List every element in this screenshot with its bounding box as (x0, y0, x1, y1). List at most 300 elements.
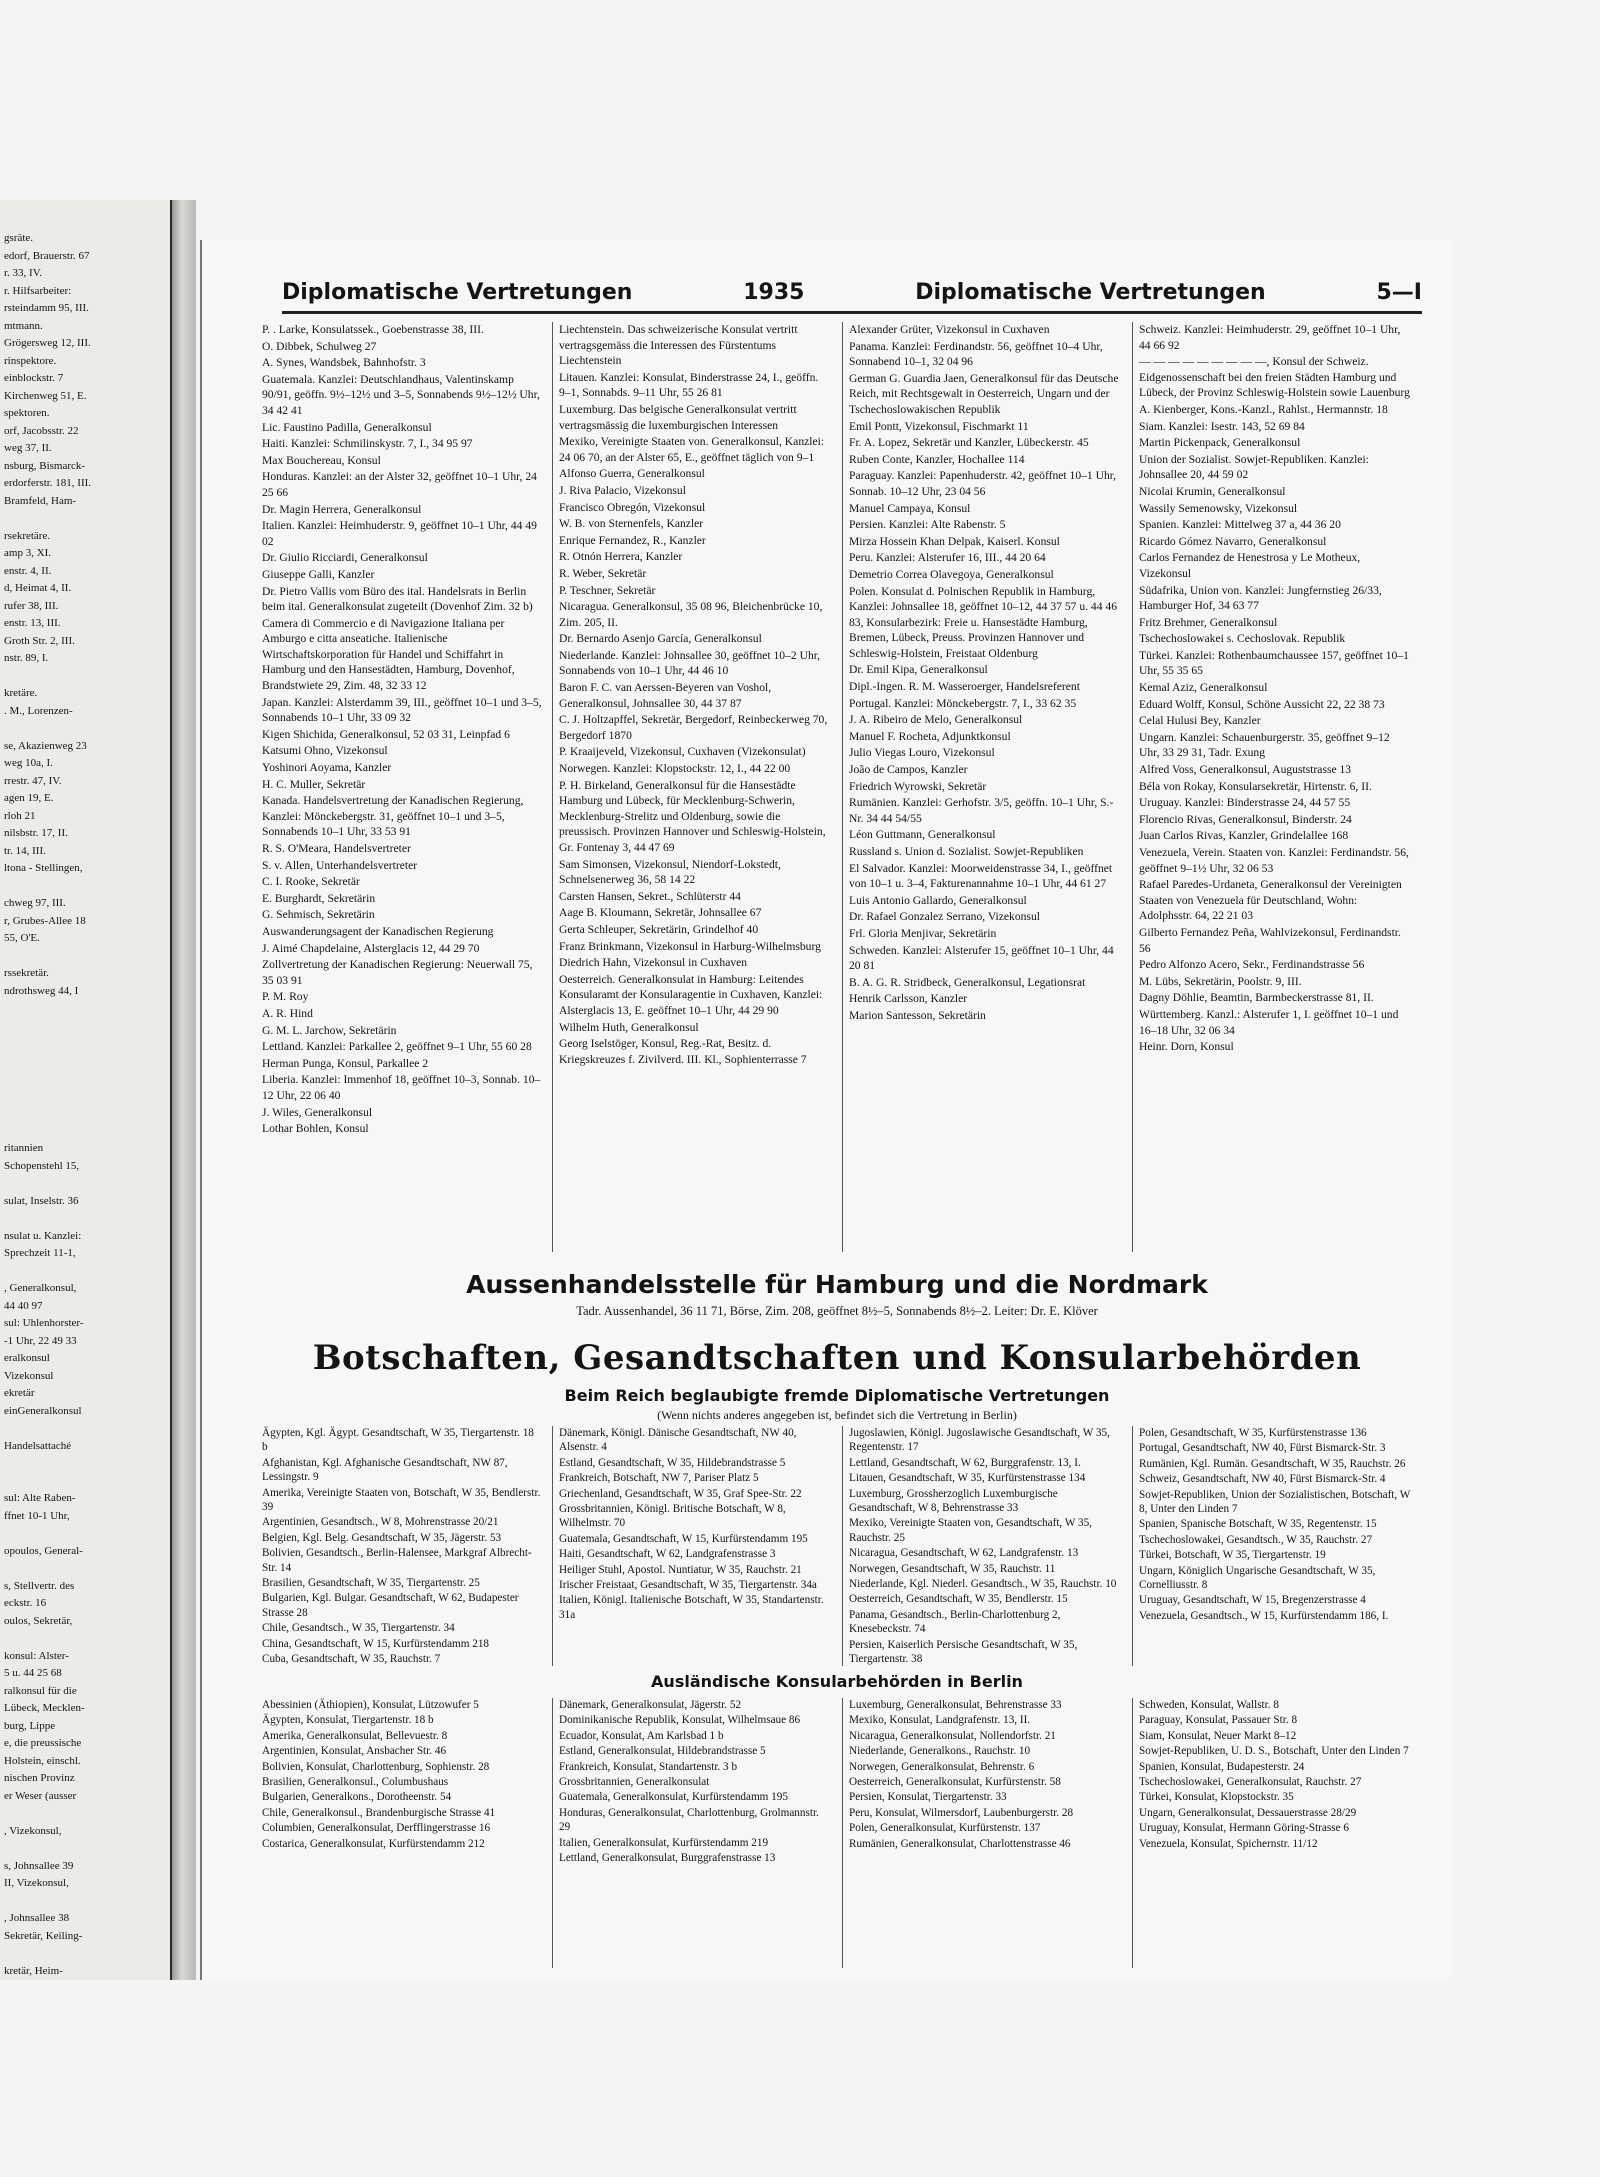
directory-entry: Venezuela, Gesandtsch., W 15, Kurfürstendamm 186, I. (1139, 1609, 1389, 1622)
left-page-line (4, 1053, 166, 1071)
directory-entry: Carsten Hansen, Sekret., Schlüterstr 44 (559, 889, 741, 903)
directory-entry: Lettland, Generalkonsulat, Burggrafenstrasse 13 (559, 1852, 776, 1865)
directory-entry: Dr. Emil Kipa, Generalkonsul (849, 663, 988, 677)
left-page-line (4, 948, 166, 966)
directory-entry: Carlos Fernandez de Henestrosa y Le Motheux, Vizekonsul (1139, 551, 1361, 580)
directory-entry: Niederlande, Generalkons., Rauchstr. 10 (849, 1745, 1031, 1758)
left-page-line: chweg 97, III. (4, 897, 66, 909)
directory-entry: Oesterreich, Gesandtschaft, W 35, Bendlerstr. 15 (849, 1593, 1068, 1606)
directory-entry: Aage B. Kloumann, Sekretär, Johnsallee 67 (559, 906, 762, 920)
directory-entry: Columbien, Generalkonsulat, Derfflingerstrasse 16 (262, 1822, 491, 1835)
left-page-line: agen 19, E. (4, 792, 54, 804)
consulate-column (552, 322, 832, 1252)
directory-entry: Zollvertretung der Kanadischen Regierung: Neuerwall 75, 35 03 91 (262, 958, 533, 987)
directory-entry: Persien, Kaiserlich Persische Gesandtschaft, W 35, Tiergartenstr. 38 (849, 1638, 1078, 1666)
directory-entry: Martin Pickenpack, Generalkonsul (1139, 436, 1301, 450)
directory-entry: Belgien, Kgl. Belg. Gesandtschaft, W 35, Jägerstr. 53 (262, 1531, 502, 1544)
directory-entry: A. Synes, Wandsbek, Bahnhofstr. 3 (262, 356, 426, 370)
directory-entry: Mirza Hossein Khan Delpak, Kaiserl. Konsul (849, 534, 1060, 548)
running-head-year: 1935 (743, 280, 805, 305)
directory-entry: C. J. Holtzapffel, Sekretär, Bergedorf, Reinbeckerweg 70, Bergedorf 1870 (559, 713, 828, 742)
directory-entry: Manuel Campaya, Konsul (849, 501, 971, 515)
directory-entry: Marion Santesson, Sekretärin (849, 1008, 986, 1022)
directory-entry: Dänemark, Königl. Dänische Gesandtschaft, NW 40, Alsenstr. 4 (559, 1427, 797, 1454)
left-page-line: -1 Uhr, 22 49 33 (4, 1334, 77, 1347)
directory-entry: Ägypten, Konsulat, Tiergartenstr. 18 b (262, 1714, 434, 1727)
directory-entry: Haiti, Gesandtschaft, W 62, Landgrafenstrasse 3 (559, 1548, 776, 1561)
directory-entry: Baron F. C. van Aerssen-Beyeren van Voshol, Generalkonsul, Johnsallee 30, 44 37 87 (559, 681, 772, 710)
directory-entry: O. Dibbek, Schulweg 27 (262, 339, 377, 353)
directory-entry: Norwegen, Generalkonsulat, Behrenstr. 6 (849, 1760, 1035, 1773)
directory-entry: Giuseppe Galli, Kanzler (262, 567, 375, 581)
left-page-line: II, Vizekonsul, (4, 1877, 69, 1889)
directory-entry: Mexiko, Vereinigte Staaten von, Gesandtschaft, W 35, Rauchstr. 25 (849, 1517, 1092, 1544)
directory-entry: Türkei. Kanzlei: Rothenbaumchaussee 157, geöffnet 10–1 Uhr, 55 35 65 (1139, 648, 1409, 678)
left-page-line: rssekretär. (4, 967, 49, 979)
directory-entry: P. M. Roy (262, 990, 309, 1004)
directory-entry: Polen, Generalkonsulat, Kurfürstenstr. 137 (849, 1822, 1041, 1835)
running-head-right: Diplomatische Vertretungen (915, 280, 1266, 305)
left-page-line: er Weser (ausser (4, 1789, 77, 1802)
directory-entry: R. Weber, Sekretär (559, 566, 647, 580)
directory-entry: Württemberg. Kanzl.: Alsterufer 1, I. geöffnet 10–1 und 16–18 Uhr, 32 06 34 (1139, 1007, 1399, 1037)
left-page-line: einblockstr. 7 (4, 372, 64, 384)
left-page-line (4, 1105, 166, 1123)
left-page-line: Holstein, einschl. (4, 1754, 81, 1767)
directory-entry: Guatemala, Gesandtschaft, W 15, Kurfürstendamm 195 (559, 1532, 808, 1545)
directory-entry: Türkei, Botschaft, W 35, Tiergartenstr. 19 (1139, 1549, 1326, 1562)
directory-entry: Grossbritannien, Generalkonsulat (559, 1776, 710, 1789)
left-page-line: se, Akazienweg 23 (4, 739, 87, 752)
directory-entry: — — — — — — — — —, Konsul der Schweiz. Eidgenossenschaft bei den freien Städten Hamburg und Lübeck, der Provinz Schleswig-Holstein sowie Lauenburg (1139, 355, 1410, 400)
directory-entry: Argentinien, Konsulat, Ansbacher Str. 46 (262, 1745, 447, 1758)
directory-entry: Sowjet-Republiken, Union der Sozialistischen, Botschaft, W 8, Unter den Linden 7 (1139, 1488, 1411, 1516)
directory-entry: Gerta Schleuper, Sekretärin, Grindelhof 40 (559, 922, 759, 936)
consulate-column (1132, 322, 1412, 1252)
directory-entry: Georg Iselstöger, Konsul, Reg.-Rat, Besitz. d. Kriegskreuzes f. Zivilverd. III. Kl., Sophienterrasse 7 (559, 1037, 807, 1066)
directory-entry: Dr. Giulio Ricciardi, Generalkonsul (262, 551, 428, 565)
directory-entry: Ricardo Gómez Navarro, Generalkonsul (1139, 534, 1327, 548)
left-page-line: Lübeck, Mecklen- (4, 1702, 85, 1714)
embassies-section (262, 1426, 1412, 1666)
aussenhandel-details: Tadr. Aussenhandel, 36 11 71, Börse, Zim. 208, geöffnet 8½–5, Sonnabends 8½–2. Leiter: Dr. E. Klöver (576, 1304, 1098, 1318)
directory-entry: Brasilien, Generalkonsul., Columbushaus (262, 1776, 449, 1789)
directory-entry: Nicaragua. Generalkonsul, 35 08 96, Bleichenbrücke 10, Zim. 205, II. (559, 600, 823, 629)
left-page-line: rinspektore. (4, 354, 57, 367)
left-page-line: weg 37, II. (4, 442, 52, 454)
directory-entry: Ecuador, Konsulat, Am Karlsbad 1 b (559, 1729, 724, 1742)
directory-entry: Kemal Aziz, Generalkonsul (1139, 681, 1268, 695)
left-page-text (0, 200, 170, 1980)
left-page-line: 55, O'E. (4, 932, 40, 944)
left-page-line: ekretär (4, 1387, 35, 1399)
left-page-line: erdorferstr. 181, III. (4, 477, 92, 489)
directory-entry: Demetrio Correa Olavegoya, Generalkonsul (849, 567, 1054, 581)
directory-entry: P. . Larke, Konsulatssek., Goebenstrasse 38, III. (262, 323, 484, 336)
left-page-line: weg 10a, I. (4, 757, 53, 769)
left-page-line: kretär, Heim- (4, 1964, 63, 1977)
left-page-line: spektoren. (4, 407, 50, 419)
directory-entry: Persien, Konsulat, Tiergartenstr. 33 (849, 1791, 1007, 1804)
berlin-consulates-section (262, 1698, 1412, 1968)
directory-entry: Dänemark, Generalkonsulat, Jägerstr. 52 (559, 1699, 742, 1711)
directory-entry: Frl. Gloria Menjivar, Sekretärin (849, 926, 997, 940)
embassy-column (262, 1426, 542, 1666)
directory-entry: Pedro Alfonzo Acero, Sekr., Ferdinandstrasse 56 (1139, 958, 1365, 972)
directory-entry: Auswanderungsagent der Kanadischen Regierung (262, 924, 494, 938)
directory-entry: Spanien. Kanzlei: Mittelweg 37 a, 44 36 20 (1139, 518, 1341, 532)
left-page-line (4, 1035, 166, 1053)
left-page-line: opoulos, General- (4, 1544, 83, 1557)
directory-entry: P. H. Birkeland, Generalkonsul für die Hansestädte Hamburg und Lübeck, für Mecklenburg-Schwerin, Mecklenburg-Strelitz und Oldenburg, sowie die preussisch. Provinzen Hannover und Schleswig-Holstein, Gr. Fontenay 3, 44 47 69 (559, 778, 826, 854)
berlin-consulate-column (842, 1698, 1122, 1968)
left-page-line: kretäre. (4, 687, 38, 699)
page-number: 5—I (1376, 280, 1422, 305)
aussenhandel-title: Aussenhandelsstelle für Hamburg und die Nordmark (466, 1270, 1208, 1299)
left-page-line: Groth Str. 2, III. (4, 634, 75, 647)
left-page-line: . M., Lorenzen- (4, 704, 73, 717)
directory-entry: Argentinien, Gesandtsch., W 8, Mohrenstrasse 20/21 (262, 1516, 499, 1529)
directory-entry: Spanien, Konsulat, Budapesterstr. 24 (1139, 1760, 1305, 1773)
directory-entry: W. B. von Sternenfels, Kanzler (559, 517, 704, 531)
directory-entry: Luxemburg, Grossherzoglich Luxemburgische Gesandtschaft, W 8, Behrenstrasse 33 (849, 1487, 1058, 1515)
directory-entry: Russland s. Union d. Sozialist. Sowjet-Republiken (849, 845, 1084, 858)
left-page-line: sulat, Inselstr. 36 (4, 1194, 79, 1207)
directory-entry: Dr. Magin Herrera, Generalkonsul (262, 502, 422, 516)
directory-entry: Luxemburg, Generalkonsulat, Behrenstrasse 33 (849, 1699, 1062, 1711)
left-page-line: , Vizekonsul, (4, 1824, 62, 1837)
directory-entry: Bulgarien, Generalkons., Dorotheenstr. 54 (262, 1791, 452, 1804)
directory-entry: Tschechoslowakei, Gesandtsch., W 35, Rauchstr. 27 (1139, 1533, 1373, 1546)
left-page-line: enstr. 13, III. (4, 617, 61, 629)
embassy-column (552, 1426, 832, 1666)
directory-entry: Alfred Voss, Generalkonsul, Auguststrasse 13 (1139, 763, 1352, 777)
directory-entry: China, Gesandtschaft, W 15, Kurfürstendamm 218 (262, 1637, 490, 1650)
left-page-line (4, 1805, 166, 1823)
left-page-line: rloh 21 (4, 809, 36, 822)
left-page-line: ndrothsweg 44, I (4, 984, 79, 997)
directory-entry: Celal Hulusi Bey, Kanzler (1139, 714, 1261, 728)
directory-entry: Lic. Faustino Padilla, Generalkonsul (262, 420, 432, 434)
directory-entry: Oesterreich, Generalkonsulat, Kurfürstenstr. 58 (849, 1776, 1061, 1789)
directory-entry: Japan. Kanzlei: Alsterdamm 39, III., geöffnet 10–1 und 3–5, Sonnabends 10–1 Uhr, 33 09 32 (262, 695, 542, 725)
directory-entry: Honduras, Generalkonsulat, Charlottenburg, Grolmannstr. 29 (559, 1806, 819, 1834)
section-note: (Wenn nichts anderes angegeben ist, befindet sich die Vertretung in Berlin) (657, 1408, 1017, 1422)
directory-entry: B. A. G. R. Stridbeck, Generalkonsul, Legationsrat (849, 975, 1086, 989)
left-page-line: , Johnsallee 38 (4, 1912, 70, 1924)
left-page-line: konsul: Alster- (4, 1649, 69, 1662)
left-page-line: gsräte. (4, 232, 34, 244)
left-page-line: enstr. 4, II. (4, 564, 52, 577)
left-page-line: s, Johnsallee 39 (4, 1859, 74, 1872)
left-page-line: rufer 38, III. (4, 599, 59, 612)
directory-entry: Julio Viegas Louro, Vizekonsul (849, 746, 995, 760)
left-page-line: 44 40 97 (4, 1299, 43, 1312)
left-page-line (4, 1175, 166, 1193)
directory-entry: G. Sehmisch, Sekretärin (262, 908, 375, 922)
directory-entry: Chile, Generalkonsul., Brandenburgische Strasse 41 (262, 1806, 496, 1819)
left-page-line: nstr. 89, I. (4, 652, 49, 664)
directory-entry: Paraguay. Kanzlei: Papenhuderstr. 42, geöffnet 10–1 Uhr, Sonnab. 10–12 Uhr, 23 04 56 (849, 469, 1117, 498)
left-page-line: , Generalkonsul, (4, 1282, 77, 1294)
directory-entry: Rafael Paredes-Urdaneta, Generalkonsul der Vereinigten Staaten von Venezuela für Deutschland, Wohn: Adolphsstr. 64, 22 21 03 (1139, 878, 1402, 923)
consulate-column (262, 322, 542, 1252)
running-head-left: Diplomatische Vertretungen (282, 280, 633, 305)
directory-entry: Wilhelm Huth, Generalkonsul (559, 1020, 699, 1034)
directory-entry: Rumänien, Generalkonsulat, Charlottenstrasse 46 (849, 1837, 1071, 1850)
left-page-line: 5 u. 44 25 68 (4, 1667, 62, 1679)
directory-entry: Irischer Freistaat, Gesandtschaft, W 35, Tiergartenstr. 34a (559, 1579, 817, 1592)
directory-entry: Herman Punga, Konsul, Parkallee 2 (262, 1056, 429, 1070)
directory-entry: Guatemala. Kanzlei: Deutschlandhaus, Valentinskamp 90/91, geöffn. 9½–12½ und 3–5, Sonnabends 9½–12½ Uhr, 34 42 41 (262, 372, 540, 417)
left-page-line: nsulat u. Kanzlei: (4, 1229, 82, 1242)
left-page-line: d, Heimat 4, II. (4, 582, 72, 594)
directory-entry: Costarica, Generalkonsulat, Kurfürstendamm 212 (262, 1837, 485, 1850)
directory-entry: Dr. Rafael Gonzalez Serrano, Vizekonsul (849, 910, 1040, 924)
left-page-line (4, 1945, 166, 1963)
left-page-line: orf, Jacobsstr. 22 (4, 424, 79, 437)
directory-entry: Estland, Gesandtschaft, W 35, Hildebrandstrasse 5 (559, 1456, 786, 1469)
directory-entry: Uruguay, Konsulat, Hermann Göring-Strasse 6 (1139, 1822, 1349, 1835)
directory-entry: C. I. Rooke, Sekretär (262, 875, 360, 889)
directory-entry: R. S. O'Meara, Handelsvertreter (262, 842, 411, 855)
left-page-line (4, 1630, 166, 1648)
directory-entry: Griechenland, Gesandtschaft, W 35, Graf Spee-Str. 22 (559, 1487, 802, 1500)
left-page-line: rsekretäre. (4, 529, 51, 542)
directory-entry: Sam Simonsen, Vizekonsul, Niendorf-Lokstedt, Schnelsenerweg 36, 58 14 22 (559, 857, 781, 887)
left-page-line: ralkonsul für die (4, 1684, 77, 1697)
directory-entry: Katsumi Ohno, Vizekonsul (262, 744, 388, 758)
directory-entry: Grossbritannien, Königl. Britische Botschaft, W 8, Wilhelmstr. 70 (559, 1503, 786, 1530)
directory-entry: Tschechoslowakei, Generalkonsulat, Rauchstr. 27 (1139, 1776, 1362, 1789)
directory-entry: Venezuela, Verein. Staaten von. Kanzlei: Ferdinandstr. 56, geöffnet 9–1½ Uhr, 32 06 53 (1139, 846, 1409, 875)
directory-entry: Portugal, Gesandtschaft, NW 40, Fürst Bismarck-Str. 3 (1139, 1442, 1386, 1455)
directory-entry: Norwegen, Gesandtschaft, W 35, Rauchstr. 11 (849, 1562, 1056, 1575)
directory-entry: Siam. Kanzlei: Isestr. 143, 52 69 84 (1139, 419, 1305, 433)
left-page-line (4, 1420, 166, 1438)
directory-entry: Fr. A. Lopez, Sekretär und Kanzler, Lübeckerstr. 45 (849, 436, 1089, 450)
directory-entry: P. Kraaijeveld, Vizekonsul, Cuxhaven (Vizekonsulat) (559, 745, 806, 759)
directory-entry: Polen, Gesandtschaft, W 35, Kurfürstenstrasse 136 (1139, 1427, 1367, 1439)
hamburg-consulates-section (262, 322, 1412, 1252)
left-page-line (4, 1473, 166, 1491)
directory-entry: Ägypten, Kgl. Ägypt. Gesandtschaft, W 35, Tiergartenstr. 18 b (262, 1427, 534, 1454)
left-page-line: Bramfeld, Ham- (4, 494, 77, 507)
directory-entry: P. Teschner, Sekretär (559, 583, 656, 597)
directory-entry: Heinr. Dorn, Konsul (1139, 1040, 1234, 1054)
directory-entry: Liberia. Kanzlei: Immenhof 18, geöffnet 10–3, Sonnab. 10–12 Uhr, 22 06 40 (262, 1073, 541, 1102)
left-page-line: Grögersweg 12, III. (4, 337, 91, 349)
left-page-line (4, 668, 166, 686)
left-page-line: sul: Alte Raben- (4, 1492, 76, 1504)
left-page-line (4, 1018, 166, 1036)
left-page-line (4, 1560, 166, 1578)
left-page-line (4, 1893, 166, 1911)
directory-entry: Haiti. Kanzlei: Schmilinskystr. 7, I., 34 95 97 (262, 437, 473, 451)
left-page-line (4, 1455, 166, 1473)
directory-entry: Ungarn, Generalkonsulat, Dessauerstrasse 28/29 (1139, 1806, 1357, 1819)
directory-entry: Frankreich, Botschaft, NW 7, Pariser Platz 5 (559, 1472, 759, 1485)
directory-entry: Peru, Konsulat, Wilmersdorf, Laubenburgerstr. 28 (849, 1806, 1074, 1819)
directory-entry: Alexander Grüter, Vizekonsul in Cuxhaven (849, 323, 1050, 336)
left-page-line: rsteindamm 95, III. (4, 302, 89, 314)
directory-entry: Türkei, Konsulat, Klopstockstr. 35 (1139, 1791, 1294, 1804)
directory-entry: Niederlande. Kanzlei: Johnsallee 30, geöffnet 10–2 Uhr, Sonnabends von 10–1 Uhr, 44 46 10 (559, 648, 821, 678)
directory-entry: Brasilien, Gesandtschaft, W 35, Tiergartenstr. 25 (262, 1577, 480, 1590)
directory-entry: Schweiz, Gesandtschaft, NW 40, Fürst Bismarck-Str. 4 (1139, 1473, 1386, 1486)
directory-entry: Italien, Generalkonsulat, Kurfürstendamm 219 (559, 1836, 769, 1849)
directory-entry: Italien. Kanzlei: Heimhuderstr. 9, geöffnet 10–1 Uhr, 44 49 02 (262, 519, 537, 548)
directory-entry: Dr. Pietro Vallis vom Büro des ital. Handelsrats in Berlin beim ital. Generalkonsulat zugeteilt (Dovenhof Zim. 32 b) (262, 584, 533, 614)
left-page-line: Vizekonsul (4, 1369, 54, 1382)
left-page-line: burg, Lippe (4, 1719, 56, 1732)
left-page-line: edorf, Brauerstr. 67 (4, 249, 90, 262)
directory-entry: Dagny Döhlie, Beamtin, Barmbeckerstrasse 81, II. (1139, 991, 1374, 1005)
directory-entry: G. M. L. Jarchow, Sekretärin (262, 1023, 397, 1037)
directory-entry: Panama, Gesandtsch., Berlin-Charlottenburg 2, Knesebeckstr. 74 (849, 1608, 1061, 1636)
directory-entry: Fritz Brehmer, Generalkonsul (1139, 615, 1278, 629)
left-page-line (4, 1210, 166, 1228)
left-page-line: oulos, Sekretär, (4, 1614, 73, 1627)
directory-entry: El Salvador. Kanzlei: Moorweidenstrasse 34, I., geöffnet von 10–1 u. 3–4, Fakturenannahme 10–1 Uhr, 44 61 27 (849, 861, 1113, 891)
book-spine (172, 200, 196, 1980)
section-heading: Beim Reich beglaubigte fremde Diplomatische Vertretungen (564, 1386, 1110, 1405)
directory-entry: Lettland. Kanzlei: Parkallee 2, geöffnet 9–1 Uhr, 55 60 28 (262, 1040, 532, 1054)
directory-entry: Nicolai Krumin, Generalkonsul (1139, 484, 1286, 498)
directory-entry: Franz Brinkmann, Vizekonsul in Harburg-Wilhelmsburg (559, 939, 821, 953)
left-page-line (4, 1840, 166, 1858)
left-page-line: Sprechzeit 11-1, (4, 1247, 76, 1259)
left-page-line (4, 510, 166, 528)
directory-entry: Bolivien, Konsulat, Charlottenburg, Sophienstr. 28 (262, 1760, 490, 1773)
left-page-line: ffnet 10-1 Uhr, (4, 1509, 70, 1522)
directory-entry: Liechtenstein. Das schweizerische Konsulat vertritt vertragsgemäss die Interessen des Fürstentums Liechtenstein (559, 323, 798, 368)
directory-entry: Amerika, Generalkonsulat, Bellevuestr. 8 (262, 1729, 448, 1742)
directory-entry: Bulgarien, Kgl. Bulgar. Gesandtschaft, W 62, Budapester Strasse 28 (262, 1592, 519, 1619)
left-page-line: sul: Uhlenhorster- (4, 1317, 84, 1329)
directory-entry: J. Riva Palacio, Vizekonsul (559, 483, 686, 497)
left-page-line: amp 3, XI. (4, 547, 52, 559)
directory-entry: Max Bouchereau, Konsul (262, 453, 381, 467)
directory-entry: Litauen. Kanzlei: Konsulat, Binderstrasse 24, I., geöffn. 9–1, Sonnabds. 9–11 Uhr, 55 26 81 (559, 370, 819, 400)
directory-entry: Jugoslawien, Königl. Jugoslawische Gesandtschaft, W 35, Regentenstr. 17 (849, 1427, 1110, 1454)
left-page-line: r, Grubes-Allee 18 (4, 914, 86, 927)
left-page-line: Sekretär, Keiling- (4, 1929, 83, 1942)
directory-entry: Diedrich Hahn, Vizekonsul in Cuxhaven (559, 956, 748, 970)
left-page-line: ritannien (4, 1142, 44, 1154)
directory-entry: Lettland, Gesandtschaft, W 62, Burggrafenstr. 13, I. (849, 1456, 1081, 1469)
directory-entry: Florencio Rivas, Generalkonsul, Binderstr. 24 (1139, 812, 1352, 826)
left-page-line: nischen Provinz (4, 1772, 75, 1784)
directory-entry: Kanada. Handelsvertretung der Kanadischen Regierung, Kanzlei: Mönckebergstr. 31, geöffnet 10–1 und 3–5, Sonnabends 10–1 Uhr, 33 53 91 (262, 794, 524, 839)
directory-entry: Yoshinori Aoyama, Kanzler (262, 761, 392, 775)
directory-entry: Heiliger Stuhl, Apostol. Nuntiatur, W 35, Rauchstr. 21 (559, 1563, 802, 1576)
directory-entry: Panama. Kanzlei: Ferdinandstr. 56, geöffnet 10–4 Uhr, Sonnabend 10–1, 32 04 96 (849, 339, 1103, 369)
directory-entry: Ruben Conte, Kanzler, Hochallee 114 (849, 452, 1025, 466)
directory-entry: Gilberto Fernandez Peña, Wahlvizekonsul, Ferdinandstr. 56 (1139, 925, 1401, 955)
directory-entry: Cuba, Gesandtschaft, W 35, Rauchstr. 7 (262, 1653, 441, 1666)
left-page-line: ltona - Stellingen, (4, 862, 83, 874)
directory-entry: Uruguay. Kanzlei: Binderstrasse 24, 44 57 55 (1139, 796, 1351, 810)
directory-entry: Nicaragua, Gesandtschaft, W 62, Landgrafenstr. 13 (849, 1547, 1079, 1560)
left-page-line (4, 1088, 166, 1106)
directory-entry: Siam, Konsulat, Neuer Markt 8–12 (1139, 1729, 1297, 1742)
left-page-line: eckstr. 16 (4, 1597, 47, 1609)
directory-entry: A. R. Hind (262, 1006, 313, 1020)
directory-entry: German G. Guardia Jaen, Generalkonsul für das Deutsche Reich, mit Rechtsgewalt in Oesterreich, Ungarn und der Tschechoslowakischen Republik (849, 371, 1119, 416)
left-page-line: tr. 14, III. (4, 844, 46, 857)
directory-entry: J. Wiles, Generalkonsul (262, 1105, 373, 1119)
directory-entry: Francisco Obregón, Vizekonsul (559, 500, 706, 514)
directory-entry: Juan Carlos Rivas, Kanzler, Grindelallee 168 (1139, 829, 1349, 843)
left-page-line: Kirchenweg 51, E. (4, 389, 87, 402)
left-page-line (4, 1263, 166, 1281)
directory-entry: Alfonso Guerra, Generalkonsul (559, 467, 705, 481)
directory-entry: Persien. Kanzlei: Alte Rabenstr. 5 (849, 518, 1006, 532)
directory-entry: R. Otnón Herrera, Kanzler (559, 550, 683, 564)
berlin-consulate-column (1132, 1698, 1412, 1968)
directory-entry: Luxemburg. Das belgische Generalkonsulat vertritt vertragsmässig die luxemburgischen Interessen (559, 402, 797, 432)
directory-entry: Frankreich, Konsulat, Standartenstr. 3 b (559, 1760, 738, 1773)
directory-entry: Enrique Fernandez, R., Kanzler (559, 533, 706, 547)
directory-entry: Tschechoslowakei s. Cechoslovak. Republik (1139, 632, 1346, 646)
directory-entry: Guatemala, Generalkonsulat, Kurfürstendamm 195 (559, 1791, 788, 1804)
directory-entry: Mexiko, Vereinigte Staaten von. Generalkonsul, Kanzlei: 24 06 70, an der Alster 65, E., geöffnet täglich von 9–1 (559, 435, 825, 464)
directory-entry: Ungarn. Kanzlei: Schauenburgerstr. 35, geöffnet 9–12 Uhr, 33 29 31, Tadr. Exung (1139, 730, 1390, 760)
directory-entry: Union der Sozialist. Sowjet-Republiken. Kanzlei: Johnsallee 20, 44 59 02 (1139, 452, 1369, 482)
left-page-line: r. 33, IV. (4, 267, 42, 279)
left-page-line: nsburg, Bismarck- (4, 459, 86, 472)
directory-page (200, 240, 1452, 1980)
directory-entry: João de Campos, Kanzler (849, 763, 968, 777)
directory-entry: Kigen Shichida, Generalkonsul, 52 03 31, Leinpfad 6 (262, 727, 510, 741)
directory-entry: Nicaragua, Generalkonsulat, Nollendorfstr. 21 (849, 1729, 1056, 1742)
directory-entry: Amerika, Vereinigte Staaten von, Botschaft, W 35, Bendlerstr. 39 (262, 1486, 541, 1514)
directory-entry: Dr. Bernardo Asenjo García, Generalkonsul (559, 632, 762, 646)
directory-entry: Eduard Wolff, Konsul, Schöne Aussicht 22, 22 38 73 (1139, 697, 1385, 711)
directory-entry: Mexiko, Konsulat, Landgrafenstr. 13, II. (849, 1714, 1031, 1727)
directory-entry: Schweden. Kanzlei: Alsterufer 15, geöffnet 10–1 Uhr, 44 20 81 (849, 943, 1114, 973)
directory-entry: Rumänien, Kgl. Rumän. Gesandtschaft, W 35, Rauchstr. 26 (1139, 1457, 1406, 1470)
left-page-line: nilsbstr. 17, II. (4, 827, 68, 839)
directory-entry: Camera di Commercio e di Navigazione Italiana per Amburgo e citta anseatiche. Italienische Wirtschaftskorporation für Handel und Schiffahrt in Hamburg und den Hansestädten, Hamburg, Dovenhof, Brandstwiete 29, Zim. 48, 32 33 12 (262, 616, 515, 693)
left-page-line: eralkonsul (4, 1352, 50, 1364)
directory-entry: Schweden, Konsulat, Wallstr. 8 (1139, 1699, 1279, 1711)
left-page-line: e, die preussische (4, 1737, 82, 1749)
berlin-consulate-column (552, 1698, 832, 1968)
directory-entry: Schweiz. Kanzlei: Heimhuderstr. 29, geöffnet 10–1 Uhr, 44 66 92 (1139, 323, 1401, 352)
directory-entry: Peru. Kanzlei: Alsterufer 16, III., 44 20 64 (849, 551, 1046, 565)
left-page-line (4, 720, 166, 738)
consular-heading: Ausländische Konsularbehörden in Berlin (651, 1672, 1023, 1691)
directory-entry: Friedrich Wyrowski, Sekretär (849, 779, 987, 793)
main-heading: Botschaften, Gesandtschaften und Konsularbehörden (312, 1338, 1362, 1378)
left-page-line: Schopenstehl 15, (4, 1159, 80, 1172)
left-page-fragment (0, 200, 172, 1980)
directory-entry: Spanien, Spanische Botschaft, W 35, Regentenstr. 15 (1139, 1518, 1377, 1531)
left-page-line: einGeneralkonsul (4, 1404, 82, 1417)
directory-entry: Portugal. Kanzlei: Mönckebergstr. 7, I., 33 62 35 (849, 696, 1077, 710)
directory-entry: Rumänien. Kanzlei: Gerhofstr. 3/5, geöffn. 10–1 Uhr, S.-Nr. 34 44 54/55 (849, 796, 1114, 825)
consulate-column (842, 322, 1122, 1252)
running-head (282, 274, 1422, 314)
directory-entry: Afghanistan, Kgl. Afghanische Gesandtschaft, NW 87, Lessingstr. 9 (262, 1456, 508, 1484)
directory-entry: Paraguay, Konsulat, Passauer Str. 8 (1139, 1714, 1298, 1727)
directory-entry: Niederlande, Kgl. Niederl. Gesandtsch., W 35, Rauchstr. 10 (849, 1578, 1117, 1591)
directory-entry: Henrik Carlsson, Kanzler (849, 992, 968, 1006)
left-page-line: mtmann. (4, 319, 43, 332)
directory-entry: Norwegen. Kanzlei: Klopstockstr. 12, I., 44 22 00 (559, 762, 791, 776)
